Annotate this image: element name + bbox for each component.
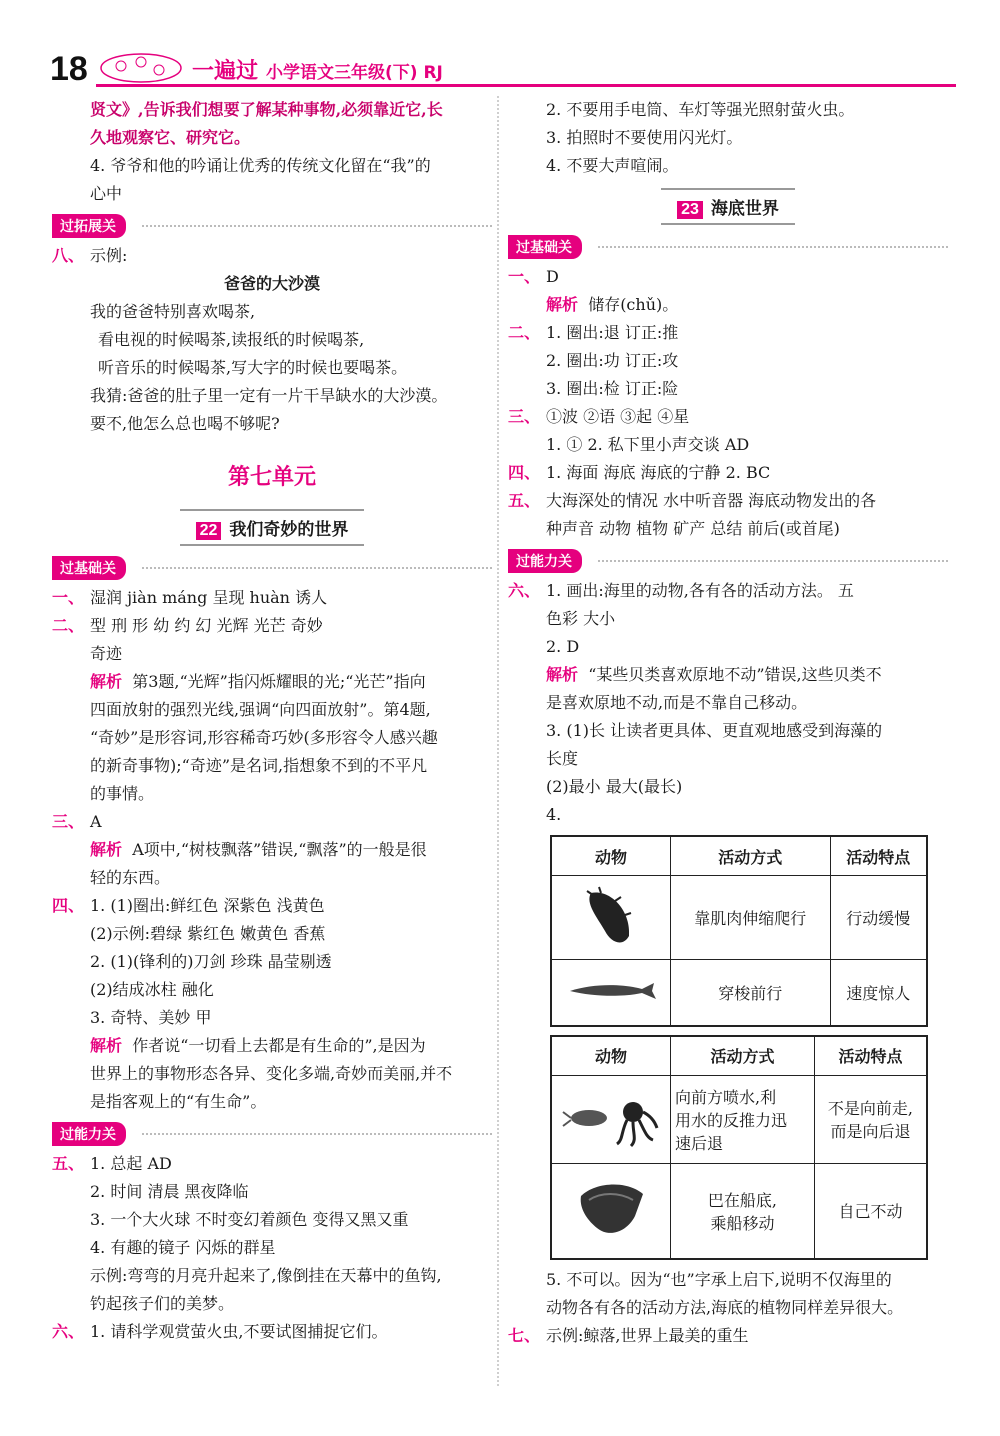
book-subtitle: 小学语文三年级(下) RJ	[266, 63, 443, 83]
example-text: 示例:弯弯的月亮升起来了,像倒挂在天幕中的鱼钩,	[90, 1266, 442, 1285]
section-bar	[52, 214, 492, 236]
example-label: 示例:	[90, 246, 128, 265]
analysis-label: 解析	[546, 665, 579, 684]
question-number: 五、	[52, 1154, 85, 1173]
analysis-text: 是喜欢原地不动,而是不靠自己移动。	[546, 693, 808, 712]
question-number: 三、	[508, 407, 541, 426]
analysis-text: 第3题,“光辉”指闪烁耀眼的光;“光芒”指向	[132, 672, 426, 691]
poem-line: 听音乐的时候喝茶,写大字的时候也要喝茶。	[98, 358, 408, 377]
question-number: 四、	[52, 896, 85, 915]
answer-text: 3. 拍照时不要使用闪光灯。	[546, 128, 743, 147]
intro-line: 贤文》,告诉我们想要了解某种事物,必须靠近它,长	[90, 100, 443, 119]
section-tag: 过能力关	[508, 549, 582, 573]
answer-text: (2)结成冰柱 融化	[90, 980, 214, 999]
question-number: 四、	[508, 463, 541, 482]
right-column	[508, 96, 948, 1350]
analysis-text: 世界上的事物形态各异、变化多端,奇妙而美丽,并不	[90, 1064, 453, 1083]
answer-text: 奇迹	[90, 644, 123, 663]
answer-text: 动物各有各的活动方法,海底的植物同样差异很大。	[546, 1298, 904, 1317]
answer-text: 2. 圈出:功 订正:攻	[546, 351, 679, 370]
shellfish-image	[551, 1163, 671, 1259]
answer-text: 色彩 大小	[546, 609, 616, 628]
table-cell	[671, 1075, 815, 1163]
answer-text: 5. 不可以。因为“也”字承上启下,说明不仅海里的	[546, 1270, 892, 1289]
example-text: 钓起孩子们的美梦。	[90, 1294, 235, 1313]
lesson-heading	[52, 509, 492, 546]
answer-text: (2)示例:碧绿 紫红色 嫩黄色 香蕉	[90, 924, 326, 943]
question-number: 六、	[52, 1322, 85, 1341]
analysis-text: 的新奇事物);“奇迹”是名词,指想象不到的不平凡	[90, 756, 428, 775]
lesson-title: 海底世界	[710, 199, 779, 219]
table-cell: 速度惊人	[830, 960, 927, 1026]
table-header: 动物	[551, 836, 671, 876]
analysis-text: “奇妙”是形容词,形容稀奇巧妙(多形容令人感兴趣	[90, 728, 438, 747]
table-header: 活动特点	[814, 1036, 927, 1076]
answer-text: ①波 ②语 ③起 ④星	[546, 407, 690, 426]
question-number: 六、	[508, 581, 541, 600]
answer-text: 大海深处的情况 水中听音器 海底动物发出的各	[546, 491, 877, 510]
column-divider	[497, 96, 499, 1386]
table-cell-line: 向前方喷水,利	[675, 1087, 777, 1107]
answer-text: (2)最小 最大(最长)	[546, 777, 683, 796]
answer-text: 2. (1)(锋利的)刀剑 珍珠 晶莹剔透	[90, 952, 332, 971]
answer-text: 3. 奇特、美妙 甲	[90, 1008, 212, 1027]
table-header: 活动特点	[830, 836, 927, 876]
question-number: 八、	[52, 246, 85, 265]
answer-text: 1. (1)圈出:鲜红色 深紫色 浅黄色	[90, 896, 325, 915]
answer-text: 4. 不要大声喧闹。	[546, 156, 679, 175]
section-tag: 过基础关	[508, 235, 582, 259]
answer-text: 2. D	[546, 637, 580, 656]
table-header: 动物	[551, 1036, 671, 1076]
question-number: 一、	[508, 267, 541, 286]
sea-cucumber-image	[551, 876, 671, 960]
question-number: 五、	[508, 491, 541, 510]
table-cell-line: 而是向后退	[830, 1122, 911, 1141]
answer-text: 1. 海面 海底 海底的宁静 2. BC	[546, 463, 771, 482]
unit-title: 第七单元	[227, 465, 316, 490]
poem-line: 我的爸爸特别喜欢喝茶,	[90, 302, 256, 321]
answer-text: 3. (1)长 让读者更具体、更直观地感受到海藻的	[546, 721, 883, 740]
answer-text: 湿润 jiàn máng 呈现 huàn 诱人	[90, 588, 328, 607]
answer-text: 2. 不要用手电筒、车灯等强光照射萤火虫。	[546, 100, 855, 119]
answer-text: 4.	[546, 805, 562, 824]
animal-table-1	[550, 835, 928, 1027]
animal-table-2	[550, 1035, 928, 1261]
table-cell: 行动缓慢	[830, 876, 927, 960]
answer-text: 种声音 动物 植物 矿产 总结 前后(或首尾)	[546, 519, 840, 538]
answer-text: 1. 总起 AD	[90, 1154, 172, 1173]
poem-line: 看电视的时候喝茶,读报纸的时候喝茶,	[98, 330, 365, 349]
answer-text: 3. 圈出:检 订正:险	[546, 379, 679, 398]
answer-text: 示例:鲸落,世界上最美的重生	[546, 1326, 749, 1345]
section-bar	[52, 1122, 492, 1144]
analysis-label: 解析	[546, 295, 579, 314]
answer-text: D	[546, 267, 559, 286]
answer-text: 1. ① 2. 私下里小声交谈 AD	[546, 435, 750, 454]
question-number: 二、	[52, 616, 85, 635]
analysis-text: 是指客观上的“有生命”。	[90, 1092, 267, 1111]
table-header: 活动方式	[671, 836, 831, 876]
section-bar	[508, 235, 948, 257]
table-cell: 自己不动	[814, 1163, 927, 1259]
answer-text: 1. 圈出:退 订正:推	[546, 323, 679, 342]
answer-text: 1. 画出:海里的动物,各有各的活动方法。 五	[546, 581, 854, 600]
header-decoration-icon	[96, 48, 186, 88]
analysis-text: “某些贝类喜欢原地不动”错误,这些贝类不	[588, 665, 882, 684]
header-rule	[96, 84, 956, 87]
table-cell	[671, 1163, 815, 1259]
answer-text: 3. 一个大火球 不时变幻着颜色 变得又黑又重	[90, 1210, 409, 1229]
lesson-title: 我们奇妙的世界	[229, 520, 349, 540]
answer-text: 4. 有趣的镜子 闪烁的群星	[90, 1238, 276, 1257]
section-bar	[52, 556, 492, 578]
poem-line: 要不,他怎么总也喝不够呢?	[90, 414, 280, 433]
left-column	[52, 96, 492, 1346]
page-number: 18	[50, 50, 88, 88]
question-number: 七、	[508, 1326, 541, 1345]
section-tag: 过基础关	[52, 556, 126, 580]
analysis-text: A项中,“树枝飘落”错误,“飘落”的一般是很	[132, 840, 427, 859]
analysis-text: 轻的东西。	[90, 868, 171, 887]
intro-line: 久地观察它、研究它。	[90, 128, 251, 147]
table-cell: 穿梭前行	[671, 960, 831, 1026]
answer-line: 4. 爷爷和他的吟诵让优秀的传统文化留在“我”的	[90, 156, 431, 175]
table-header: 活动方式	[671, 1036, 815, 1076]
lesson-number: 23	[677, 201, 703, 219]
question-number: 二、	[508, 323, 541, 342]
section-bar	[508, 549, 948, 571]
answer-text: 1. 请科学观赏萤火虫,不要试图捕捉它们。	[90, 1322, 388, 1341]
analysis-text: 作者说“一切看上去都是有生命的”,是因为	[132, 1036, 426, 1055]
answer-line: 心中	[90, 184, 123, 203]
analysis-label: 解析	[90, 840, 123, 859]
answer-text: A	[90, 812, 102, 831]
poem-title: 爸爸的大沙漠	[223, 274, 320, 293]
analysis-text: 四面放射的强烈光线,强调“向四面放射”。第4题,	[90, 700, 431, 719]
section-tag: 过能力关	[52, 1122, 126, 1146]
table-cell-line: 巴在船底,	[707, 1190, 778, 1210]
question-number: 一、	[52, 588, 85, 607]
poem-line: 我猜:爸爸的肚子里一定有一片干旱缺水的大沙漠。	[90, 386, 448, 405]
analysis-text: 的事情。	[90, 784, 155, 803]
lesson-heading	[508, 188, 948, 225]
table-cell: 靠肌肉伸缩爬行	[671, 876, 831, 960]
answer-text: 型 刑 形 幼 约 幻 光辉 光芒 奇妙	[90, 616, 323, 635]
analysis-label: 解析	[90, 672, 123, 691]
analysis-text: 储存(chǔ)。	[588, 295, 679, 314]
octopus-image	[551, 1075, 671, 1163]
table-cell-line: 速后退	[675, 1133, 724, 1153]
table-cell	[814, 1075, 927, 1163]
table-cell-line: 不是向前走,	[827, 1099, 914, 1118]
answer-text: 长度	[546, 749, 579, 768]
brand-name: 一遍过	[192, 59, 259, 84]
fish-image	[551, 960, 671, 1026]
table-cell-line: 用水的反推力迅	[675, 1110, 788, 1130]
table-cell-line: 乘船移动	[710, 1213, 775, 1233]
question-number: 三、	[52, 812, 85, 831]
lesson-number: 22	[196, 522, 222, 540]
answer-text: 2. 时间 清晨 黑夜降临	[90, 1182, 249, 1201]
section-tag: 过拓展关	[52, 214, 126, 238]
analysis-label: 解析	[90, 1036, 123, 1055]
